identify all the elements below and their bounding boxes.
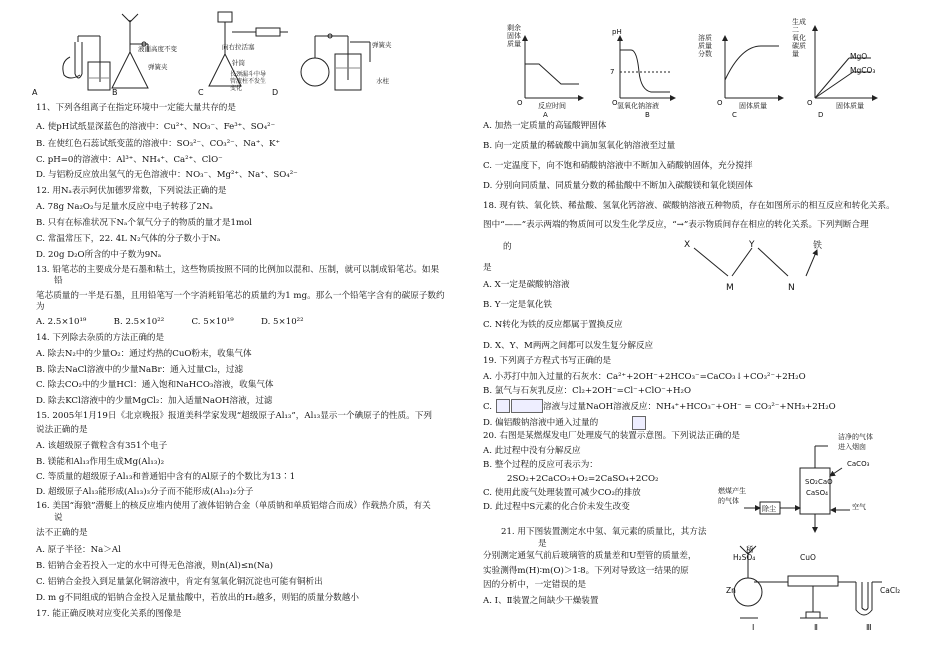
graph-a-ylabel: 剩余 固体 质量 xyxy=(507,24,521,48)
q16-stem-2: 说 xyxy=(54,513,63,523)
q16-option-d: D. m g不同组成的铝钠合金投入足量盐酸中，若放出的H₂越多，则铝的质量分数越小 xyxy=(36,593,359,603)
q14-option-c: C. 除去CO₂中的少量HCl：通入饱和NaHCO₃溶液，收集气体 xyxy=(36,380,274,390)
apparatus-c-note4: 管液柱不发生 xyxy=(230,78,267,85)
graph-b-origin: O xyxy=(612,99,618,107)
q18-option-a: A. X一定是碳酸钠溶液 xyxy=(483,280,570,290)
q12-stem: 12. 用Nₐ表示阿伏加德罗常数，下列说法正确的是 xyxy=(36,186,227,196)
q19-option-c-prefix: C. xyxy=(483,402,493,412)
q12-option-a: A. 78g Na₂O₂与足量水反应中电子转移了2Nₐ xyxy=(36,202,213,212)
q21-cuo: CuO xyxy=(800,553,816,562)
apparatus-c-note3: 长颈漏斗中导 xyxy=(230,71,267,78)
q21-stem-5: 因的分析中，一定错误的是 xyxy=(483,580,587,590)
q12-option-b: B. 只有在标准状况下Nₐ个氧气分子的物质的量才是1mol xyxy=(36,218,253,228)
q18-node-m: M xyxy=(726,283,734,293)
q21-cacl2: CaCl₂ xyxy=(880,586,901,595)
q13-stem-3: 笔芯质量的一半是石墨，且用铅笔写一个字消耗铅笔芯的质量约为1 mg。那么一个铅笔字含有的碳原子数约 xyxy=(36,291,445,301)
graph-a-origin: O xyxy=(517,99,523,107)
q14-stem: 14. 下列除去杂质的方法正确的是 xyxy=(36,333,165,343)
q20-equation: 2SO₂+2CaCO₃+O₂=2CaSO₄+2CO₂ xyxy=(507,474,659,484)
fgd-flue-1: 燃煤产生 xyxy=(718,487,746,495)
q14-option-b: B. 除去NaCl溶液中的少量NaBr：通入过量Cl₂，过滤 xyxy=(36,365,244,375)
apparatus-b-note: 液面高度不变 xyxy=(138,45,177,53)
q21-label-2: Ⅱ xyxy=(814,623,818,632)
apparatus-label-d: D xyxy=(272,88,279,97)
apparatus-c-note2: 针筒 xyxy=(232,59,245,67)
apparatus-label-b: B xyxy=(112,88,118,97)
q19-option-d: D. 偏铝酸钠溶液中通入过量的 xyxy=(483,418,599,428)
q17-option-c: C. 一定温度下，向不饱和硝酸钠溶液中不断加入硝酸钠固体，充分搅拌 xyxy=(483,161,753,171)
q18-option-b: B. Y一定是氧化铁 xyxy=(483,300,553,310)
q21-option-a: A. Ⅰ、Ⅱ装置之间缺少干燥装置 xyxy=(483,596,599,606)
q20-option-b: B. 整个过程的反应可表示为： xyxy=(483,460,598,470)
graph-d-ylabel: 生成 二 氧化 碳质 量 xyxy=(792,18,806,58)
q15-option-d: D. 超级原子Al₁₃能形成(Al₁₃)₃分子而不能形成(Al₁₃)₂分子 xyxy=(36,487,254,497)
q13-stem-4: 为 xyxy=(36,302,45,312)
q18-stem-2: 图中“——”表示两端的物质间可以发生化学反应，“→”表示物质间存在相应的转化关系。下列判断合理 xyxy=(483,220,869,230)
q18-stem-1: 18. 现有铁、氧化铁、稀盐酸、氢氧化钙溶液、碳酸钠溶液五种物质，存在如图所示的相互反应和转化关系。 xyxy=(483,201,895,211)
q14-option-d: D. 除去KCl溶液中的少量MgCl₂：加入适量NaOH溶液，过滤 xyxy=(36,396,273,406)
q18-network-diagram xyxy=(680,236,880,296)
q18-option-d: D. X、Y、M两两之间都可以发生复分解反应 xyxy=(483,341,654,351)
q11-option-b: B. 在使红色石蕊试纸变蓝的溶液中：SO₃²⁻、CO₃²⁻、Na⁺、K⁺ xyxy=(36,139,281,149)
q11-option-a: A. 使pH试纸显深蓝色的溶液中：Cu²⁺、NO₃⁻、Fe³⁺、SO₄²⁻ xyxy=(36,122,276,132)
broken-image-icon xyxy=(496,399,510,413)
q17-option-d: D. 分别向同质量、同质量分数的稀盐酸中不断加入碳酸镁和氧化镁固体 xyxy=(483,181,753,191)
q17-option-b: B. 向一定质量的稀硫酸中滴加氢氧化钠溶液至过量 xyxy=(483,141,676,151)
fgd-into-chimney: 进入烟囱 xyxy=(838,443,866,451)
q21-stem-2: 是 xyxy=(538,539,547,549)
q12-option-c: C. 常温常压下，22. 4L N₂气体的分子数小于Nₐ xyxy=(36,234,221,244)
q21-label-3: Ⅲ xyxy=(866,623,872,632)
apparatus-c-note1: 向右拉活塞 xyxy=(222,43,255,51)
apparatus-d-clamp: 弹簧夹 xyxy=(372,41,392,49)
fgd-caso4: CaSO₄ xyxy=(806,489,828,497)
graph-c-origin: O xyxy=(717,99,723,107)
graph-a-xlabel: 反应时间 xyxy=(538,102,566,110)
q18-node-x: X xyxy=(684,240,691,250)
apparatus-label-c: C xyxy=(198,88,204,97)
q16-stem-3: 法不正确的是 xyxy=(36,528,88,538)
graph-b-xlabel: 氢氧化钠溶液 xyxy=(617,102,659,110)
q21-label-1: Ⅰ xyxy=(752,623,755,632)
q13-stem-1: 13. 铅笔芯的主要成分是石墨和粘土，这些物质按照不同的比例加以混和、压制，就可以制成铅笔芯。如果 xyxy=(36,265,440,275)
broken-image-icon xyxy=(632,416,646,430)
fgd-air: 空气 xyxy=(852,503,866,511)
graph-d-letter: D xyxy=(818,111,824,119)
fgd-so2: SO₂ xyxy=(805,478,818,486)
q17-stem: 17. 能正确反映对应变化关系的图像是 xyxy=(36,609,182,619)
q21-zn: Zn xyxy=(726,586,736,595)
q16-option-c: C. 铝钠合金投入到足量氯化铜溶液中，肯定有氢氧化铜沉淀也可能有铜析出 xyxy=(36,577,323,587)
fgd-clean-gas: 洁净的气体 xyxy=(838,433,873,441)
q15-option-a: A. 该超级原子微粒含有351个电子 xyxy=(36,441,168,451)
q21-stem-4: 实验测得m(H)∶m(O)＞1∶8。下列对导致这一结果的原 xyxy=(483,566,689,576)
q20-option-d: D. 此过程中S元素的化合价未发生改变 xyxy=(483,502,630,512)
q18-stem-4: 是 xyxy=(483,263,492,273)
q16-option-a: A. 原子半径：Na＞Al xyxy=(36,545,121,555)
q20-option-a: A. 此过程中没有分解反应 xyxy=(483,446,581,456)
q11-stem: 11、下列各组离子在指定环境中一定能大量共存的是 xyxy=(36,103,236,113)
apparatus-c-note5: 变化 xyxy=(230,85,243,92)
graph-d-origin: O xyxy=(807,99,813,107)
fgd-cao: CaO xyxy=(818,478,833,486)
fgd-flue-2: 的气体 xyxy=(718,497,739,505)
q19-stem: 19. 下列离子方程式书写正确的是 xyxy=(483,356,612,366)
fgd-dust-removal: 除尘 xyxy=(762,505,776,513)
q19-option-b: B. 氯气与石灰乳反应：Cl₂+2OH⁻=Cl⁻+ClO⁻+H₂O xyxy=(483,386,691,396)
q20-option-c: C. 使用此废气处理装置可减少CO₂的排放 xyxy=(483,488,641,498)
q20-stem: 20. 右图是某燃煤发电厂处理废气的装置示意图。下列说法正确的是 xyxy=(483,431,741,441)
q12-option-d: D. 20g D₂O所含的中子数为9Nₐ xyxy=(36,250,162,260)
graph-d-series-mgo: MgO xyxy=(850,52,868,61)
apparatus-label-a: A xyxy=(32,88,38,97)
q15-option-b: B. 镁能和Al₁₃作用生成Mg(Al₁₃)₂ xyxy=(36,457,165,467)
q15-option-c: C. 等质量的超级原子Al₁₃和普通铝中含有的Al原子的个数比为13∶1 xyxy=(36,472,296,482)
q15-stem-2: 说法正确的是 xyxy=(36,425,88,435)
graph-b-tick: 7 xyxy=(610,68,615,76)
q18-node-fe: 铁 xyxy=(813,241,823,251)
q14-option-a: A. 除去N₂中的少量O₂：通过灼热的CuO粉末，收集气体 xyxy=(36,349,252,359)
graph-b-ylabel: pH xyxy=(612,28,622,36)
q18-node-n: N xyxy=(788,283,795,293)
q21-stem-1: 21. 用下图装置测定水中氢、氧元素的质量比，其方法 xyxy=(501,527,707,537)
q18-option-c: C. N转化为铁的反应都属于置换反应 xyxy=(483,320,623,330)
q13-stem-2: 铅 xyxy=(54,276,63,286)
graph-c-letter: C xyxy=(732,111,737,119)
q19-option-a: A. 小苏打中加入过量的石灰水：Ca²⁺+2OH⁻+2HCO₃⁻=CaCO₃↓+CO₃²⁻+2H₂O xyxy=(483,372,806,382)
q18-node-y: Y xyxy=(749,240,755,250)
apparatus-b-clamp: 弹簧夹 xyxy=(148,63,168,71)
q21-acid-2: H₂SO₄ xyxy=(733,553,756,562)
graph-c-xlabel: 固体质量 xyxy=(739,102,767,110)
q11-option-c: C. pH=0的溶液中：Al³⁺、NH₄⁺、Ca²⁺、ClO⁻ xyxy=(36,155,223,165)
q21-acid-1: 稀 xyxy=(746,545,754,554)
graph-a-letter: A xyxy=(543,111,548,119)
q15-stem-1: 15. 2005年1月19日《北京晚报》报道美科学家发现“超级原子Al₁₃”，Al₁₃显示一个碘原子的性质。下列 xyxy=(36,411,432,421)
fgd-caco3: CaCO₃ xyxy=(847,460,870,468)
apparatus-d-water: 水柱 xyxy=(376,77,389,85)
q19-option-c: 溶液与过量NaOH溶液反应：NH₄⁺+HCO₃⁻+OH⁻ = CO₃²⁻+NH₃+2H₂O xyxy=(543,402,836,412)
graph-c-ylabel: 溶质 质量 分数 xyxy=(698,34,712,58)
q18-stem-3: 的 xyxy=(503,242,512,252)
q11-option-d: D. 与铝粉反应放出氢气的无色溶液中：NO₃⁻、Mg²⁺、Na⁺、SO₄²⁻ xyxy=(36,170,298,180)
graph-b-letter: B xyxy=(645,111,650,119)
graph-d-series-mgco3: MgCO₃ xyxy=(850,66,876,75)
graph-d-xlabel: 固体质量 xyxy=(836,102,864,110)
broken-image-icon xyxy=(511,399,543,413)
q13-options: A. 2.5×10¹⁹ B. 2.5×10²² C. 5×10¹⁹ D. 5×10²² xyxy=(36,317,304,327)
q17-option-a: A. 加热一定质量的高锰酸钾固体 xyxy=(483,121,607,131)
q16-stem-1: 16. 美国“海狼”潜艇上的核反应堆内使用了液体铝钠合金（单质钠和单质铝熔合而成）作载热介质，有关 xyxy=(36,501,431,511)
q16-option-b: B. 铝钠合金若投入一定的水中可得无色溶液，则n(Al)≤n(Na) xyxy=(36,561,273,571)
q21-stem-3: 分别测定通氢气前后玻璃管的质量差和U型管的质量差， xyxy=(483,551,697,561)
